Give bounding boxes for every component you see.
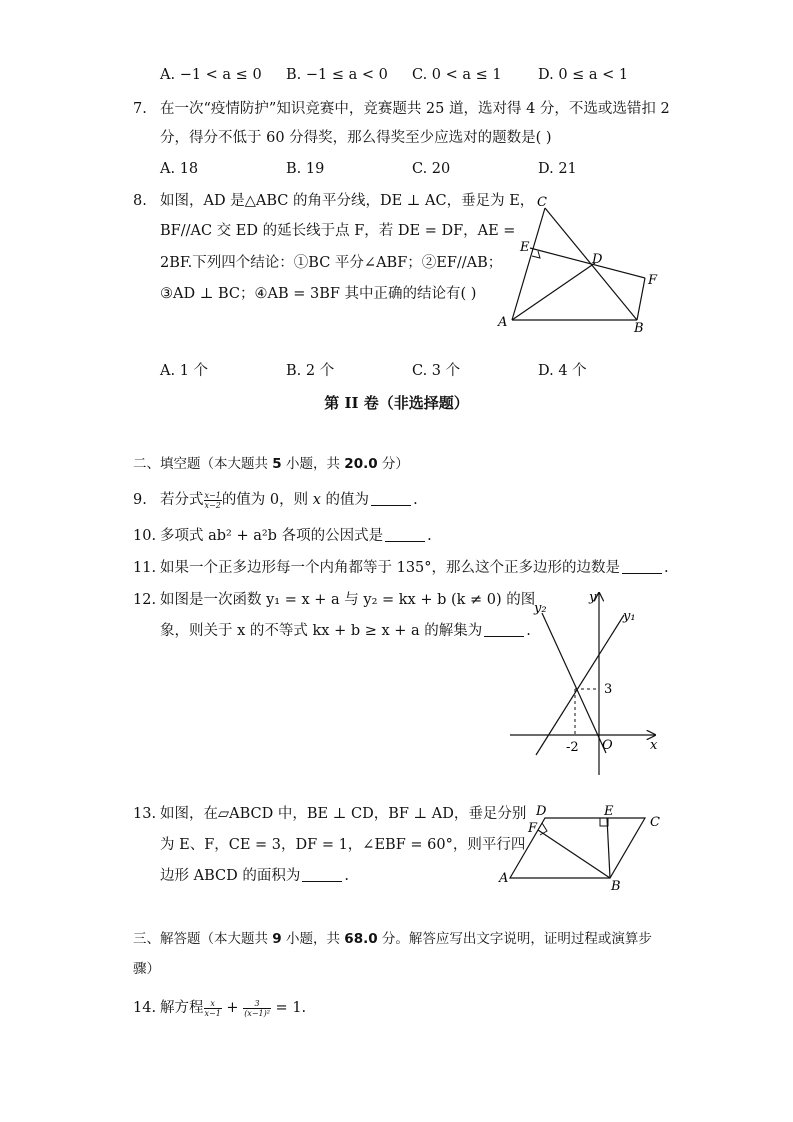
q13-line1: 如图，在▱ABCD 中，BE ⊥ CD，BF ⊥ AD，垂足分别: [160, 806, 527, 822]
q12-line1: 如图是一次函数 y₁ = x + a 与 y₂ = kx + b (k ≠ 0) 的图: [160, 592, 536, 608]
fill-header-text-e: 分）: [377, 456, 409, 472]
q8-label-f: F: [648, 273, 658, 288]
q12-number: 12.: [133, 592, 157, 608]
q14-pre: 解方程: [160, 1000, 204, 1016]
q9-pre: 若分式: [160, 492, 204, 508]
q13-label-f: F: [528, 821, 538, 836]
q13-answer-blank[interactable]: [302, 867, 342, 882]
q14-f1-num: x: [204, 999, 222, 1009]
fill-blank-header: [133, 454, 409, 474]
q8-label-a: A: [498, 315, 508, 330]
q13-number: 13.: [133, 806, 157, 822]
q9-frac-num: x−1: [204, 490, 221, 500]
q8-line2: BF//AC 交 ED 的延长线于点 F，若 DE = DF，AE =: [160, 223, 516, 239]
q11-body: 如果一个正多边形每一个内角都等于 135°，那么这个正多边形的边数是: [160, 560, 621, 576]
q13-label-d: D: [536, 804, 547, 819]
section2-title: 第 II 卷（非选择题）: [324, 394, 469, 412]
solve-header-line2: 骤）: [133, 961, 160, 977]
q12-line2: [160, 621, 531, 641]
q10-end: .: [427, 528, 432, 544]
solve-header-text-c: 小题，共: [281, 931, 345, 947]
q13-body: 边形 ABCD 的面积为: [160, 868, 301, 884]
q14-plus: +: [221, 1000, 244, 1016]
q11-end: .: [664, 560, 669, 576]
q6-option-a: A. −1 < a ≤ 0: [160, 67, 262, 83]
q10-number: 10.: [133, 528, 157, 544]
q14-f1-den: x−1: [204, 1008, 221, 1018]
solve-header-score: 68.0: [344, 931, 378, 947]
q12-label-y-axis: y: [589, 590, 597, 605]
q10-answer-blank[interactable]: [385, 527, 425, 542]
solve-header-text-a: 三、解答题（本大题共: [133, 931, 273, 947]
q12-label-y1: y₁: [623, 609, 636, 624]
solve-header-text-e: 分。解答应写出文字说明，证明过程或演算步: [377, 931, 652, 947]
q7-line2: 分，得分不低于 60 分得奖，那么得奖至少应选对的题数是( ): [160, 130, 552, 146]
q14-f2-den: (x−1)²: [244, 1008, 270, 1018]
q8-option-d: D. 4 个: [538, 363, 587, 379]
q11-answer-blank[interactable]: [622, 559, 662, 574]
q8-option-b: B. 2 个: [286, 363, 335, 379]
q9-frac-den: x−2: [204, 500, 221, 510]
q12-label-y2: y₂: [534, 601, 547, 616]
q12-body: 象，则关于 x 的不等式 kx + b ≥ x + a 的解集为: [160, 623, 483, 639]
q7-number: 7.: [133, 101, 147, 117]
q10-body: 多项式 ab² + a²b 各项的公因式是: [160, 528, 384, 544]
fill-header-score: 20.0: [344, 456, 378, 472]
q14-fraction-1: [204, 999, 222, 1018]
solve-header-count: 9: [272, 931, 282, 947]
q12-label-x-axis: x: [650, 738, 658, 753]
fill-header-count: 5: [272, 456, 282, 472]
q8-line3: 2BF.下列四个结论：①BC 平分∠ABF；②EF//AB；: [160, 255, 503, 271]
q8-label-c: C: [537, 195, 547, 210]
q13-parallelogram-figure: [495, 800, 670, 892]
q13-line2: 为 E、F，CE = 3，DF = 1，∠EBF = 60°，则平行四: [160, 837, 526, 853]
q8-line1: 如图，AD 是△ABC 的角平分线，DE ⊥ AC，垂足为 E，: [160, 193, 535, 209]
q12-label-minus2: -2: [566, 740, 579, 755]
q11-number: 11.: [133, 560, 157, 576]
q6-option-b: B. −1 ≤ a < 0: [286, 67, 388, 83]
q9-text: [160, 490, 418, 510]
q13-label-b: B: [611, 879, 621, 892]
q11-text: [160, 558, 669, 578]
q14-fraction-2: [243, 999, 271, 1018]
q8-number: 8.: [133, 193, 147, 209]
fill-header-text-a: 二、填空题（本大题共: [133, 456, 273, 472]
fill-header-text-c: 小题，共: [281, 456, 345, 472]
q14-post: = 1: [270, 1000, 302, 1016]
q9-post1: 的值为 0，则: [221, 492, 313, 508]
q9-end: .: [413, 492, 418, 508]
q9-var: x: [312, 492, 321, 508]
q8-label-b: B: [634, 321, 644, 335]
q12-label-origin: O: [602, 738, 613, 753]
q8-option-a: A. 1 个: [160, 363, 209, 379]
q9-post2: 的值为: [320, 492, 370, 508]
q9-number: 9.: [133, 492, 147, 508]
q10-text: [160, 526, 432, 546]
q14-f2-num: 3: [243, 999, 271, 1009]
q13-label-e: E: [604, 804, 614, 819]
q12-function-graph: [500, 585, 670, 780]
q7-option-a: A. 18: [160, 161, 199, 177]
q12-end: .: [526, 623, 531, 639]
q7-line1: 在一次“疫情防护”知识竞赛中，竞赛题共 25 道，选对得 4 分，不选或选错扣 2: [160, 101, 670, 117]
q14-end: .: [301, 1000, 307, 1016]
q13-label-c: C: [650, 815, 660, 830]
q14-text: [160, 998, 306, 1018]
q8-line4: ③AD ⊥ BC；④AB = 3BF 其中正确的结论有( ): [160, 286, 477, 302]
q7-option-b: B. 19: [286, 161, 325, 177]
q7-option-c: C. 20: [412, 161, 451, 177]
q6-option-d: D. 0 ≤ a < 1: [538, 67, 629, 83]
q9-answer-blank[interactable]: [371, 491, 411, 506]
q6-option-c: C. 0 < a ≤ 1: [412, 67, 502, 83]
q8-label-d: D: [592, 252, 603, 267]
q9-fraction: [204, 491, 222, 510]
q13-line3: [160, 866, 349, 886]
q13-label-a: A: [499, 871, 509, 886]
q8-label-e: E: [520, 240, 530, 255]
q8-triangle-figure: [490, 190, 670, 335]
q13-end: .: [344, 868, 349, 884]
q8-option-c: C. 3 个: [412, 363, 461, 379]
solve-header-line1: [133, 929, 652, 949]
q14-number: 14.: [133, 1000, 157, 1016]
q7-option-d: D. 21: [538, 161, 577, 177]
q12-label-three: 3: [604, 682, 613, 697]
